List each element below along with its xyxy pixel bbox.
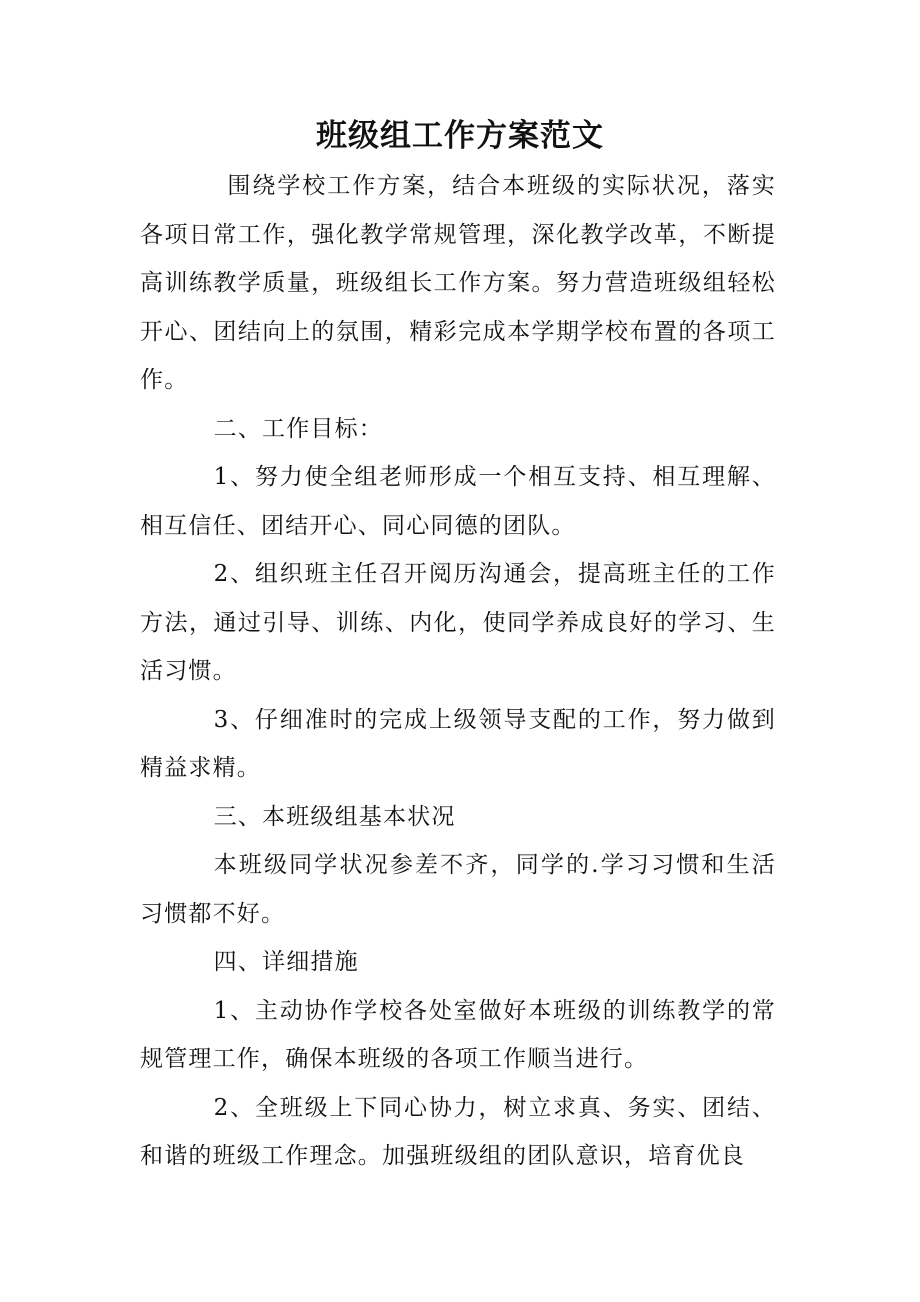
paragraph-intro: 围绕学校工作方案，结合本班级的实际状况，落实各项日常工作，强化教学常规管理，深化教学改革，不断提高训练教学质量，班级组长工作方案。努力营造班级组轻松开心、团结向上的氛围，精彩完成本学期学校布置的各项工作。 <box>140 173 776 393</box>
paragraph-measure-2: 2、全班级上下同心协力，树立求真、务实、团结、和谐的班级工作理念。加强班级组的团队意识，培育优良 <box>140 1094 776 1169</box>
heading-basic-situation: 三、本班级组基本状况 <box>213 803 456 830</box>
heading-measures: 四、详细措施 <box>213 949 359 975</box>
paragraph-goal-2: 2、组织班主任召开阅历沟通会，提高班主任的工作方法，通过引导、训练、内化，使同学养成良好的学习、生活习惯。 <box>140 561 776 684</box>
heading-goals: 二、工作目标： <box>213 415 383 442</box>
document-body <box>140 162 776 1181</box>
paragraph-goal-3: 3、仔细准时的完成上级领导支配的工作，努力做到精益求精。 <box>140 706 776 781</box>
paragraph-goal-1: 1、努力使全组老师形成一个相互支持、相互理解、相互信任、团结开心、同心同德的团队。 <box>140 464 776 539</box>
paragraph-basic-situation: 本班级同学状况参差不齐，同学的.学习习惯和生活习惯都不好。 <box>140 852 776 927</box>
paragraph-measure-1: 1、主动协作学校各处室做好本班级的训练教学的常规管理工作，确保本班级的各项工作顺当进行。 <box>140 997 776 1072</box>
document-title: 班级组工作方案范文 <box>316 118 604 154</box>
